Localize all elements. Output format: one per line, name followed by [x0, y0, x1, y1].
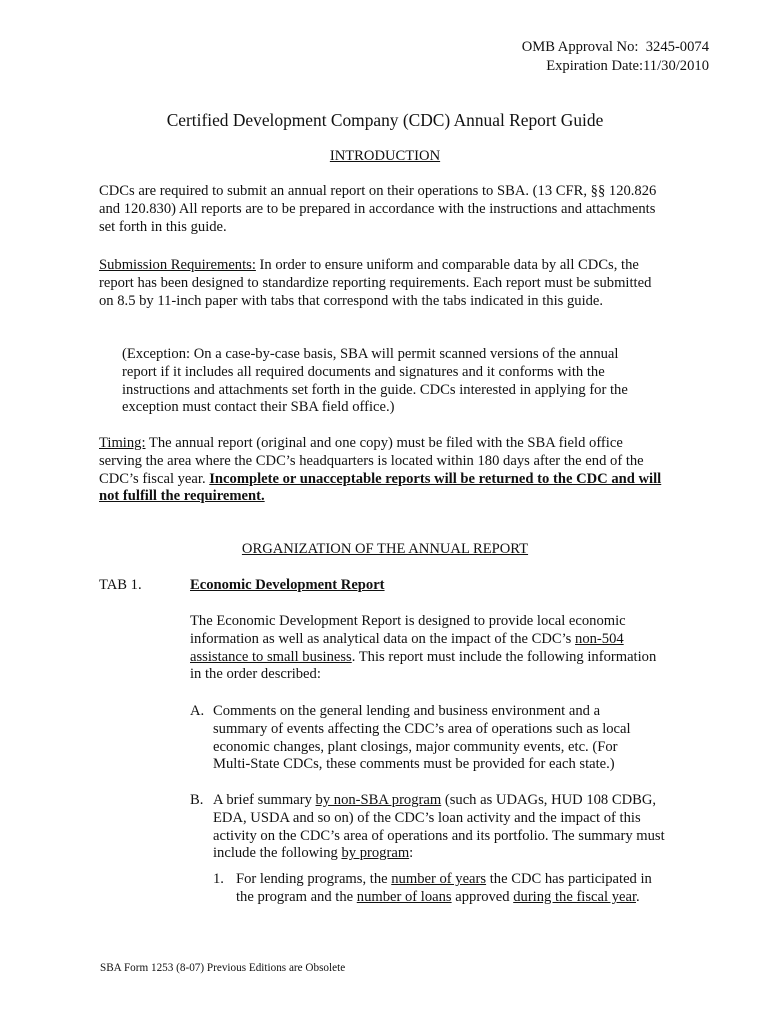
tab-intro-paragraph: [190, 613, 660, 684]
item-a-text: Comments on the general lending and business environment and a summary of events affecting the CDC’s area of operations such as local economic changes, plant closings, major community events, etc. (For Multi-State CDCs, these comments must be provided for each state.): [213, 703, 631, 773]
item-b-underlined-2: by program: [341, 845, 410, 862]
omb-number: 3245-0074: [645, 39, 709, 55]
submission-text: In order to ensure uniform and comparable data by all CDCs, the report has been designed to standardize reporting requirements. Each report must be submitted on 8.5 by 11-inch paper with tabs that correspond with the tabs indicated in this guide.: [99, 257, 652, 309]
timing-label: Timing:: [99, 435, 146, 451]
item-1-underlined-3: during the fiscal year: [513, 888, 637, 905]
expiration-date: Expiration Date:11/30/2010: [546, 58, 709, 74]
item-b-marker: B.: [190, 792, 204, 808]
item-1-text-d: .: [636, 888, 640, 905]
timing-warning: Incomplete or unacceptable reports will be returned to the CDC and will not fulfill the requirement.: [99, 470, 662, 505]
form-footer: SBA Form 1253 (8-07) Previous Editions are Obsolete: [100, 962, 346, 974]
item-b-text-3: :: [409, 845, 414, 862]
item-1-text-a: For lending programs, the: [236, 871, 392, 887]
item-1-text-c: approved: [451, 888, 514, 905]
document-title: Certified Development Company (CDC) Annual Report Guide: [166, 110, 604, 130]
item-1-text-b: the CDC has participated in the program and the: [236, 871, 652, 905]
timing-text: The annual report (original and one copy) must be filed with the SBA field office serving the area where the CDC’s headquarters is located within 180 days after the end of the CDC’s fiscal year.: [99, 435, 644, 487]
tab-intro-text-end: . This report must include the following information in the order described:: [190, 648, 657, 683]
item-b-text-2: (such as UDAGs, HUD 108 CDBG, EDA, USDA and so on) of the CDC’s loan activity and the impact of this activity on the CDC’s area of operations and its portfolio. The summary must include the following: [213, 792, 665, 862]
item-a-marker: A.: [190, 703, 205, 719]
tab-label: TAB 1.: [99, 577, 142, 593]
omb-label: OMB Approval No:: [521, 39, 639, 55]
tab-title: Economic Development Report: [190, 577, 385, 593]
intro-paragraph: CDCs are required to submit an annual report on their operations to SBA. (13 CFR, §§ 120.826 and 120.830) All reports are to be prepared in accordance with the instructions and attachments set forth in this guide.: [99, 183, 657, 235]
organization-heading: ORGANIZATION OF THE ANNUAL REPORT: [241, 541, 529, 557]
item-1-underlined-1: number of years: [391, 871, 487, 887]
item-b-text-1: A brief summary: [213, 792, 316, 808]
submission-paragraph: [99, 257, 665, 310]
submission-label: Submission Requirements:: [99, 257, 256, 273]
tab-intro-text: The Economic Development Report is designed to provide local economic information as well as analytical data on the impact of the CDC’s: [190, 613, 626, 647]
item-1-underlined-2: number of loans: [356, 888, 452, 905]
timing-paragraph: [99, 435, 667, 506]
omb-header: [461, 38, 709, 76]
exception-paragraph: (Exception: On a case-by-case basis, SBA will permit scanned versions of the annual report if it includes all required documents and signatures and it conforms with the instructions and attachments set forth in the guide. CDCs interested in applying for the exception must contact their SBA field office.): [122, 346, 628, 416]
introduction-heading: INTRODUCTION: [329, 148, 441, 164]
item-b-underlined-1: by non-SBA program: [315, 792, 442, 808]
tab-intro-underlined: non-504 assistance to small business: [190, 630, 624, 665]
item-1-marker: 1.: [213, 871, 224, 887]
item-1-text: [236, 871, 672, 907]
item-b-text: [213, 792, 671, 863]
